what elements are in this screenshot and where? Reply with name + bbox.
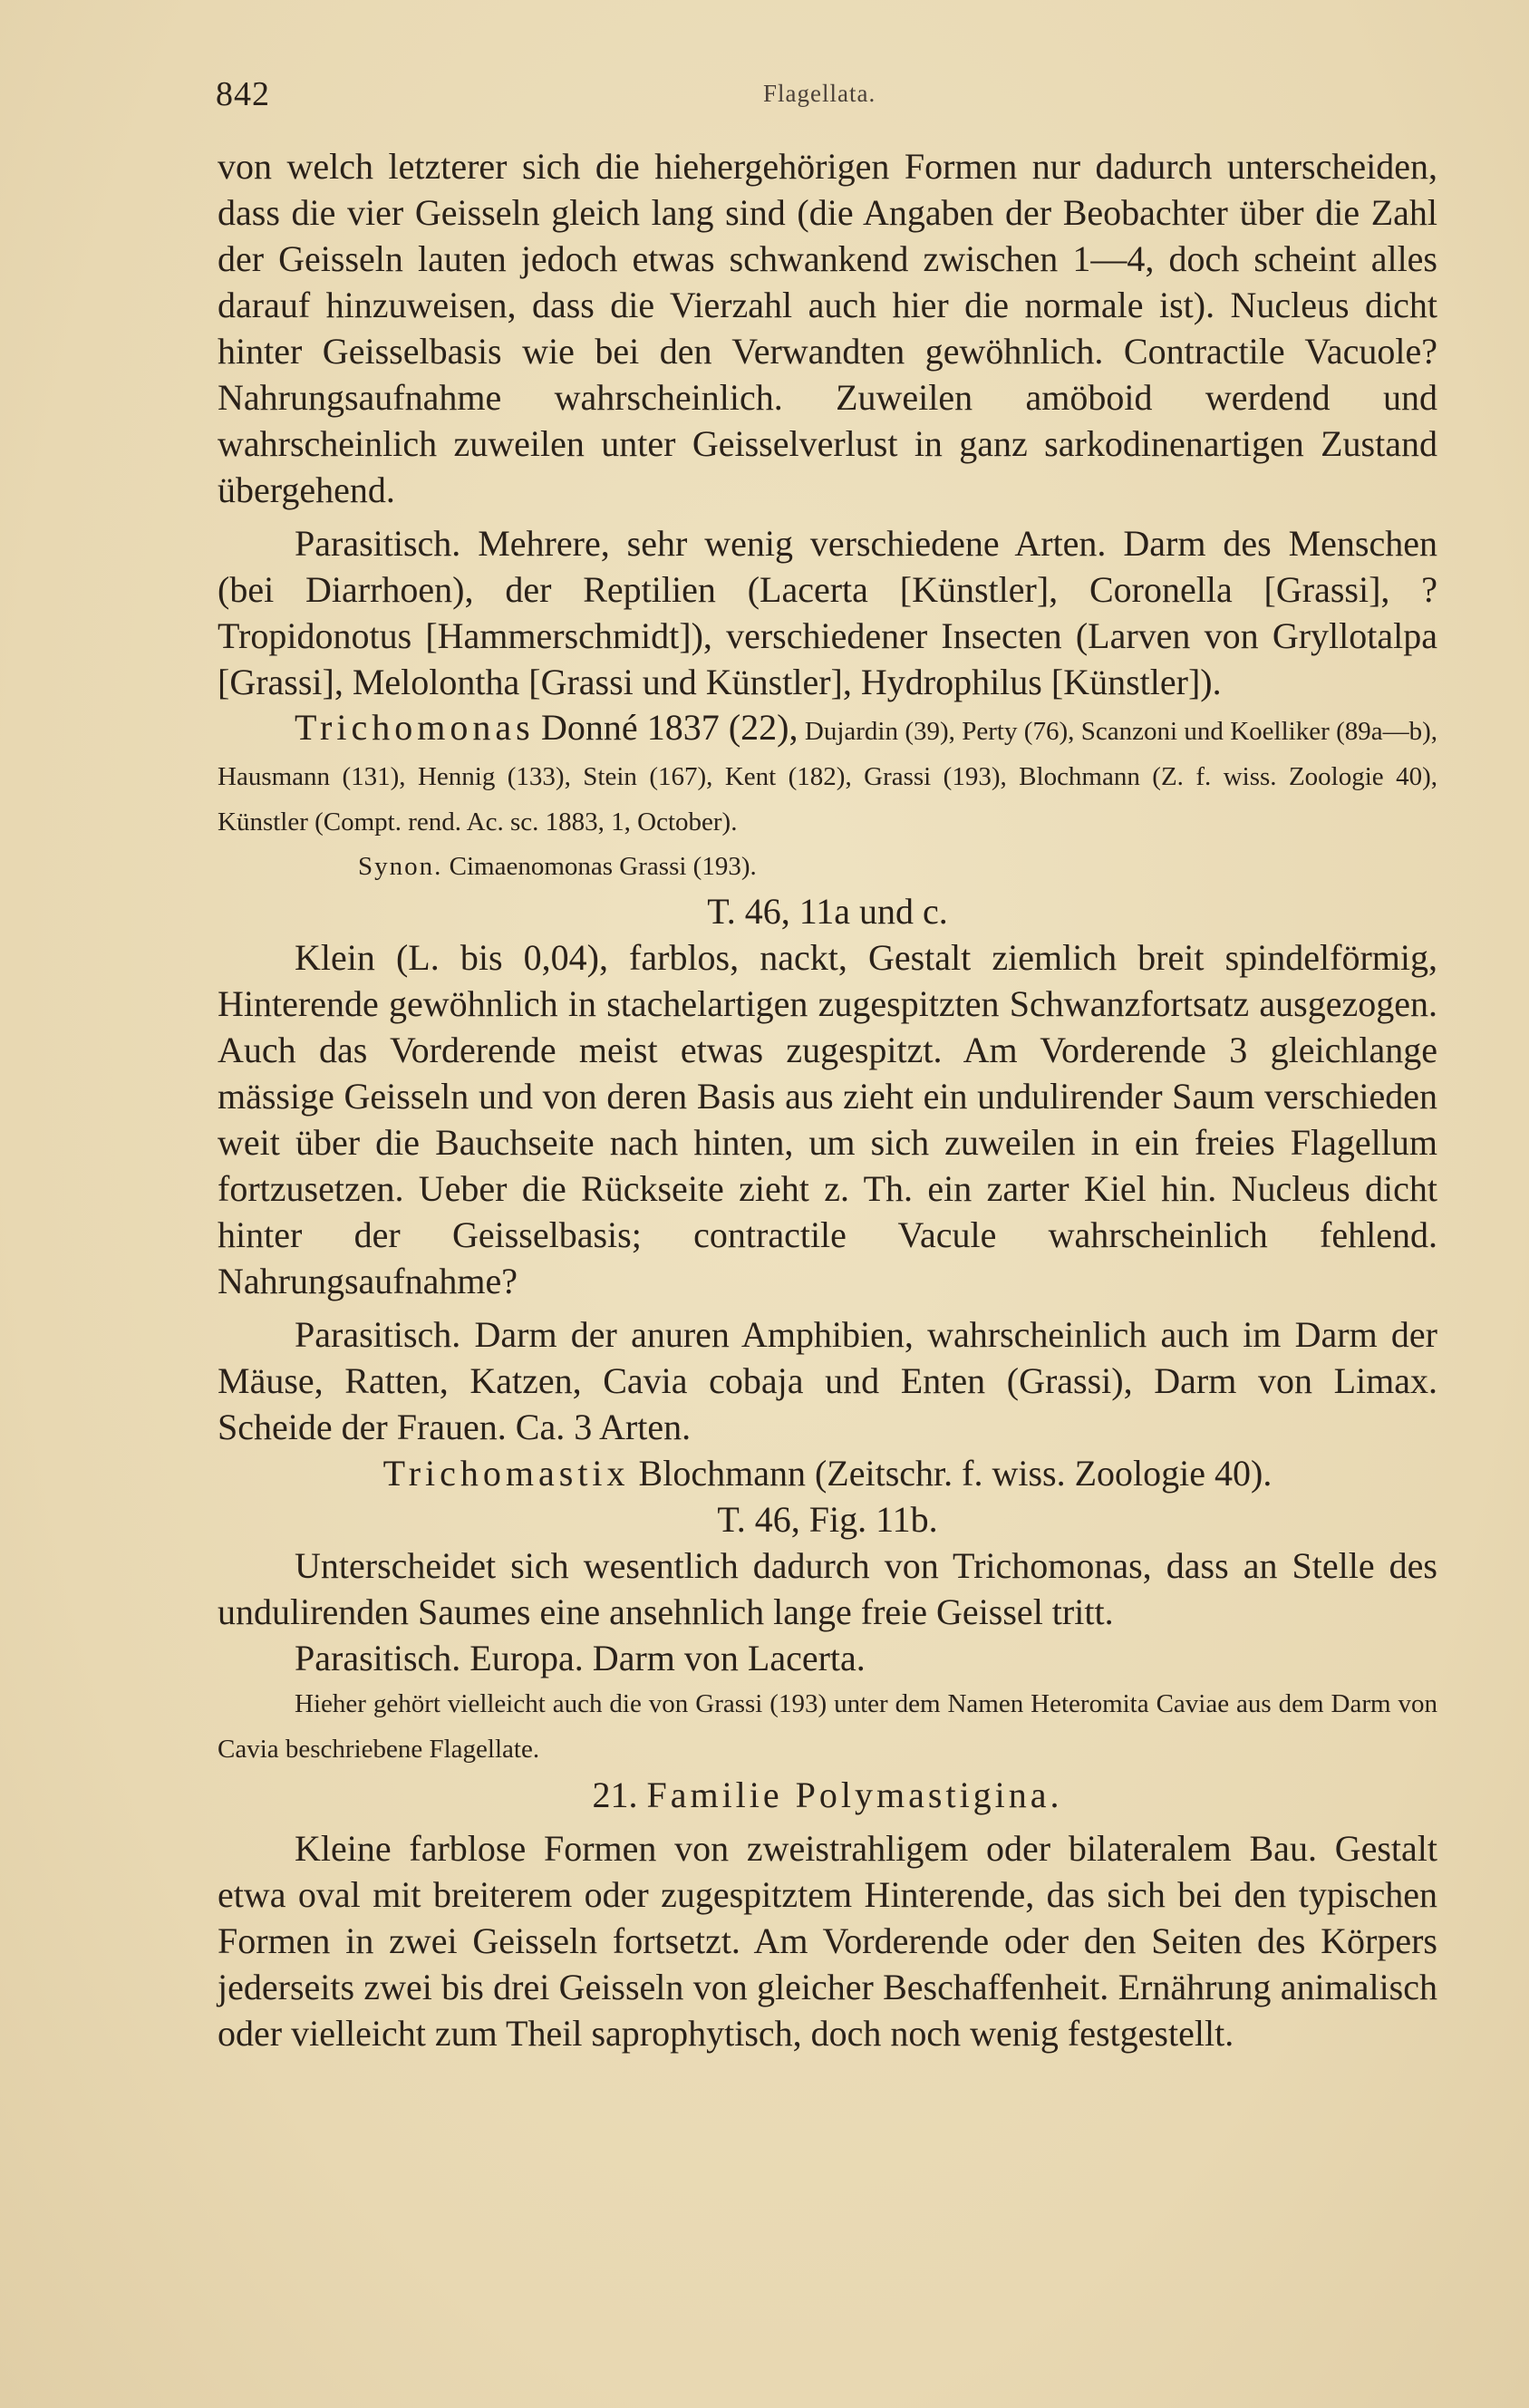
plate-reference: T. 46, 11a und c. (707, 891, 948, 932)
synon-text: Cimaenomonas Grassi (193). (449, 852, 757, 881)
paragraph-parasitic: Parasitisch. Europa. Darm von Lacerta. (295, 1638, 866, 1678)
genus-entry-trichomastix (218, 1450, 1437, 1496)
genus-references: Dujardin (39), Perty (76), Scanzoni und Koelliker (89a—b), Hausmann (131), Hennig (133), Stein (167), Kent (182), Grassi (193), Blochmann (Z. f. wiss. Zoologie 40), Künstler (Compt. rend. Ac. sc. 1883, 1, October). (218, 717, 1438, 837)
page-header (216, 74, 1448, 120)
paragraph-description: Klein (L. bis 0,04), farblos, nackt, Gestalt ziemlich breit spindelförmig, Hinterende gewöhnlich in stachelartigen zugespitzten Schwanzfortsatz ausgezogen. Auch das Vorderende meist etwas zugespitzt. Am Vorderende 3 gleichlange mässige Geisseln und von deren Basis aus zieht ein undulirender Saum verschieden weit über die Bauchseite nach hinten, um sich zuweilen in ein freies Flagellum fortzusetzen. Ueber die Rückseite zieht z. Th. ein zarter Kiel hin. Nucleus dicht hinter der Geisselbasis; contractile Vacule wahrscheinlich fehlend. Nahrungsaufnahme? (218, 937, 1437, 1301)
family-heading (218, 1772, 1437, 1818)
genus-author: Donné 1837 (22), (541, 707, 798, 748)
family-number: 21. (592, 1775, 638, 1815)
running-head: Flagellata. (763, 80, 876, 107)
genus-name: Trichomastix (382, 1453, 630, 1494)
footnote-note: Hieher gehört vielleicht auch die von Grassi (193) unter dem Namen Heteromita Caviae aus dem Darm von Cavia beschriebene Flagellate. (218, 1689, 1437, 1764)
paragraph-description: Unterscheidet sich wesentlich dadurch von Trichomonas, dass an Stelle des undulirenden Saumes eine ansehnlich lange freie Geissel tritt. (218, 1545, 1437, 1632)
paragraph-continuation: von welch letzterer sich die hiehergehörigen Formen nur dadurch unterscheiden, dass die vier Geisseln gleich lang sind (die Angaben der Beobachter über die Zahl der Geisseln lauten jedoch etwas schwankend zwischen 1—4, doch scheint alles darauf hinzuweisen, dass die Vierzahl auch hier die normale ist). Nucleus dicht hinter Geisselbasis wie bei den Verwandten gewöhnlich. Contractile Vacuole? Nahrungsaufnahme wahrscheinlich. Zuweilen amöboid werdend und wahrscheinlich zuweilen unter Geisselverlust in ganz sarkodinenartigen Zustand übergehend. (218, 146, 1437, 510)
plate-reference: T. 46, Fig. 11b. (717, 1499, 938, 1540)
paragraph-habitat: Parasitisch. Mehrere, sehr wenig verschiedene Arten. Darm des Menschen (bei Diarrhoen), der Reptilien (Lacerta [Künstler], Coronella [Grassi], ? Tropidonotus [Hammerschmidt]), verschiedener Insecten (Larven von Gryllotalpa [Grassi], Melolontha [Grassi und Künstler], Hydrophilus [Künstler]). (218, 523, 1437, 702)
paragraph-parasitic: Parasitisch. Darm der anuren Amphibien, wahrscheinlich auch im Darm der Mäuse, Ratten, Katzen, Cavia cobaja und Enten (Grassi), Darm von Limax. Scheide der Frauen. Ca. 3 Arten. (218, 1314, 1437, 1447)
paragraph-family-description: Kleine farblose Formen von zweistrahligem oder bilateralem Bau. Gestalt etwa oval mit breiterem oder zugespitztem Hinterende, das sich bei den typischen Formen in zwei Geisseln fortsetzt. Am Vorderende oder den Seiten des Körpers jederseits zwei bis drei Geisseln von gleicher Beschaffenheit. Ernährung animalisch oder vielleicht zum Theil saprophytisch, doch noch wenig festgestellt. (218, 1828, 1437, 2054)
family-name: Familie Polymastigina. (646, 1775, 1063, 1815)
genus-entry-trichomonas (218, 705, 1437, 845)
genus-author: Blochmann (Zeitschr. f. wiss. Zoologie 40). (638, 1453, 1273, 1494)
body-text (218, 143, 1437, 2056)
synonym-line (218, 845, 1437, 888)
synon-label: Synon. (358, 852, 443, 881)
page-number: 842 (216, 75, 270, 113)
genus-name: Trichomonas (295, 707, 535, 748)
